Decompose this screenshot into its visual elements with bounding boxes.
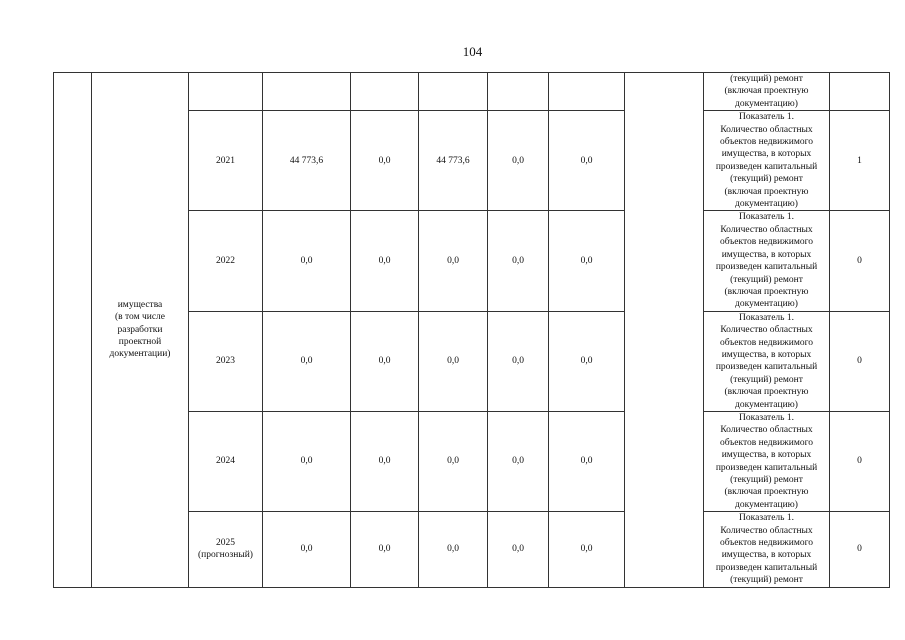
- amount-total-cell: [263, 411, 351, 511]
- year-text: 2022: [216, 255, 235, 266]
- year-text: 2025 (прогнозный): [198, 538, 253, 561]
- year-text: 2021: [216, 155, 235, 166]
- indicator-value-cell: [830, 73, 890, 111]
- indicator-value-text: 1: [857, 155, 862, 166]
- indicator-text: Показатель 1. Количество областных объектов недвижимого имущества, в которых произведен капитальный (текущий) ремонт (включая проектную документацию): [715, 212, 818, 310]
- indicator-value-cell: [830, 512, 890, 587]
- amount-regional-text: 0,0: [447, 456, 459, 467]
- year-cell: [189, 411, 263, 511]
- amount-total-cell: [263, 311, 351, 411]
- amount-regional-text: 0,0: [447, 544, 459, 555]
- indicator-value-cell: [830, 211, 890, 311]
- amount-federal-text: 0,0: [378, 356, 391, 367]
- amount-federal-cell: [351, 512, 419, 587]
- amount-local-cell: [488, 411, 549, 511]
- amount-cell: [488, 73, 549, 111]
- amount-local-cell: [488, 311, 549, 411]
- amount-other-cell: [549, 411, 625, 511]
- amount-local-text: 0,0: [512, 544, 524, 555]
- indicator-cell: [704, 211, 830, 311]
- amount-regional-text: 44 773,6: [436, 155, 470, 166]
- amount-total-cell: [263, 211, 351, 311]
- amount-other-text: 0,0: [580, 255, 593, 266]
- indicator-cell: [704, 111, 830, 211]
- amount-other-cell: [549, 512, 625, 587]
- year-cell: [189, 311, 263, 411]
- indicator-text: (текущий) ремонт (включая проектную документацию): [724, 74, 809, 109]
- amount-other-cell: [549, 211, 625, 311]
- year-text: 2024: [216, 456, 235, 467]
- indicator-value-cell: [830, 311, 890, 411]
- amount-total-text: 0,0: [300, 255, 313, 266]
- page-number: 104: [462, 44, 483, 59]
- amount-federal-text: 0,0: [378, 456, 391, 467]
- amount-local-cell: [488, 111, 549, 211]
- amount-federal-text: 0,0: [378, 155, 391, 166]
- amount-federal-cell: [351, 211, 419, 311]
- indicator-text: Показатель 1. Количество областных объектов недвижимого имущества, в которых произведен капитальный (текущий) ремонт: [715, 513, 818, 586]
- amount-regional-cell: [419, 211, 488, 311]
- amount-other-cell: [549, 311, 625, 411]
- amount-regional-cell: [419, 311, 488, 411]
- indicator-text: Показатель 1. Количество областных объектов недвижимого имущества, в которых произведен капитальный (текущий) ремонт (включая проектную документацию): [715, 112, 818, 210]
- amount-other-text: 0,0: [580, 356, 593, 367]
- amount-regional-text: 0,0: [447, 255, 459, 266]
- amount-total-text: 0,0: [300, 544, 313, 555]
- indicator-cell: [704, 512, 830, 587]
- indicator-value-cell: [830, 411, 890, 511]
- amount-federal-cell: [351, 311, 419, 411]
- amount-cell: [351, 73, 419, 111]
- amount-regional-cell: [419, 411, 488, 511]
- indicator-cell: [704, 411, 830, 511]
- amount-federal-text: 0,0: [378, 255, 391, 266]
- amount-regional-cell: [419, 111, 488, 211]
- amount-total-cell: [263, 512, 351, 587]
- amount-cell: [419, 73, 488, 111]
- amount-federal-text: 0,0: [378, 544, 391, 555]
- year-cell: [189, 211, 263, 311]
- indicator-value-text: 0: [857, 456, 862, 467]
- year-cell: [189, 512, 263, 587]
- amount-total-text: 0,0: [300, 456, 313, 467]
- executor-cell: [625, 73, 704, 588]
- amount-local-text: 0,0: [512, 456, 524, 467]
- number-cell: [54, 73, 92, 588]
- table-row: [54, 73, 890, 111]
- indicator-text: Показатель 1. Количество областных объектов недвижимого имущества, в которых произведен капитальный (текущий) ремонт (включая проектную документацию): [715, 412, 818, 510]
- amount-regional-text: 0,0: [447, 356, 459, 367]
- amount-other-cell: [549, 111, 625, 211]
- amount-local-text: 0,0: [512, 155, 524, 166]
- amount-regional-cell: [419, 512, 488, 587]
- amount-cell: [549, 73, 625, 111]
- budget-table: [53, 72, 890, 588]
- description-cell: [92, 73, 189, 588]
- year-cell: [189, 111, 263, 211]
- amount-federal-cell: [351, 111, 419, 211]
- indicator-value-cell: [830, 111, 890, 211]
- amount-other-text: 0,0: [580, 456, 593, 467]
- indicator-value-text: 0: [857, 356, 862, 367]
- amount-federal-cell: [351, 411, 419, 511]
- amount-total-cell: [263, 111, 351, 211]
- amount-total-text: 0,0: [300, 356, 313, 367]
- amount-local-text: 0,0: [512, 356, 524, 367]
- indicator-value-text: 0: [857, 255, 862, 266]
- amount-local-text: 0,0: [512, 255, 524, 266]
- indicator-cell: [704, 73, 830, 111]
- description-text: имущества (в том числе разработки проектной документации): [109, 299, 171, 360]
- indicator-value-text: 0: [857, 544, 862, 555]
- amount-local-cell: [488, 512, 549, 587]
- amount-other-text: 0,0: [580, 155, 593, 166]
- amount-total-text: 44 773,6: [289, 155, 324, 166]
- year-cell: [189, 73, 263, 111]
- amount-cell: [263, 73, 351, 111]
- indicator-cell: [704, 311, 830, 411]
- amount-local-cell: [488, 211, 549, 311]
- indicator-text: Показатель 1. Количество областных объектов недвижимого имущества, в которых произведен капитальный (текущий) ремонт (включая проектную документацию): [715, 312, 818, 410]
- year-text: 2023: [216, 356, 235, 367]
- amount-other-text: 0,0: [580, 544, 593, 555]
